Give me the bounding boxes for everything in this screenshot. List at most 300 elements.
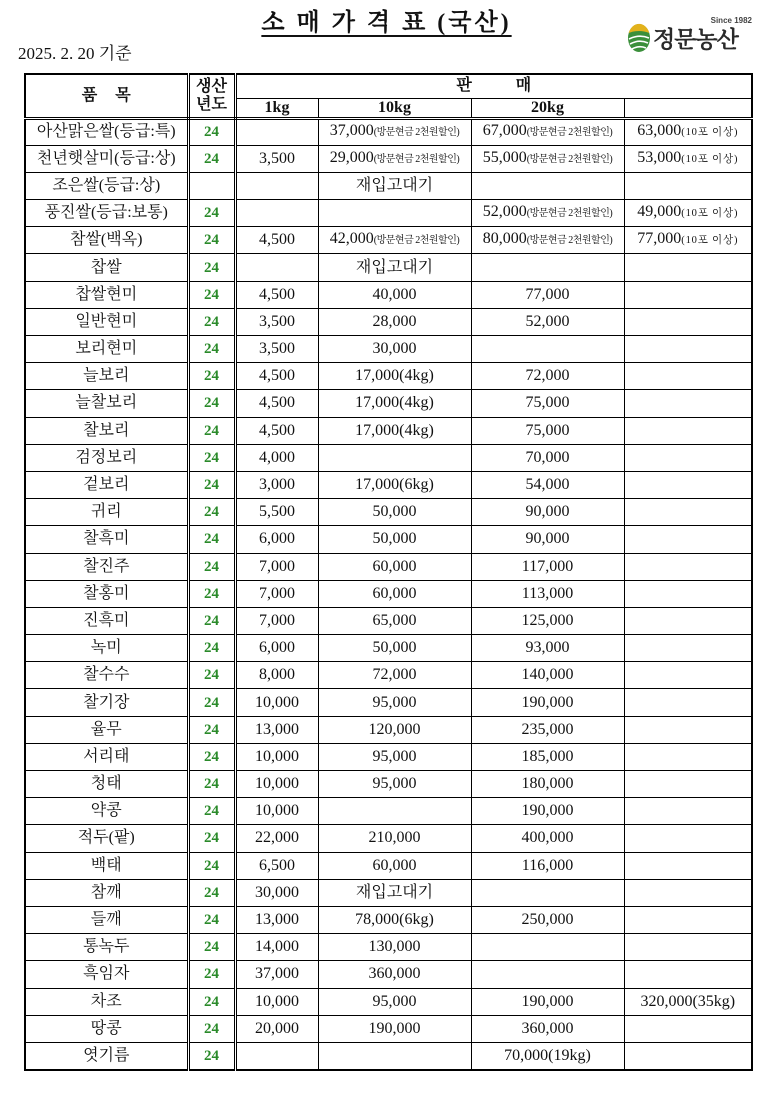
- production-year-cell: 24: [188, 444, 235, 471]
- table-row: [25, 227, 752, 254]
- price-value: 52,000: [482, 203, 527, 221]
- price-1kg-cell: [235, 906, 318, 933]
- table-row: [25, 906, 752, 933]
- price-20kg-cell: [471, 172, 624, 199]
- item-name-cell: 찹쌀: [25, 254, 188, 281]
- item-name-cell: 겉보리: [25, 471, 188, 498]
- price-bulk-cell: [624, 200, 752, 227]
- item-name-cell: 찰수수: [25, 662, 188, 689]
- price-bulk-cell: [624, 635, 752, 662]
- item-name-cell: 들깨: [25, 906, 188, 933]
- price-value: 70,000: [525, 448, 570, 466]
- price-1kg-cell: [235, 417, 318, 444]
- table-row: [25, 526, 752, 553]
- production-year-cell: 24: [188, 1015, 235, 1042]
- production-year-cell: 24: [188, 336, 235, 363]
- price-1kg-cell: [235, 553, 318, 580]
- price-value: 6,000: [259, 639, 295, 657]
- price-10kg-cell: [318, 879, 471, 906]
- price-bulk-cell: [624, 417, 752, 444]
- price-value: 3,500: [259, 149, 295, 167]
- price-value: 4,500: [259, 285, 295, 303]
- production-year-cell: 24: [188, 689, 235, 716]
- price-value: 53,000: [637, 148, 682, 166]
- price-20kg-cell: [471, 988, 624, 1015]
- price-1kg-cell: [235, 743, 318, 770]
- price-1kg-cell: [235, 118, 318, 145]
- table-row: [25, 390, 752, 417]
- price-10kg-cell: [318, 390, 471, 417]
- table-row: [25, 471, 752, 498]
- price-value: 90,000: [525, 530, 570, 548]
- item-name-cell: 찰진주: [25, 553, 188, 580]
- production-year-cell: 24: [188, 281, 235, 308]
- price-value: 63,000: [637, 122, 682, 140]
- price-bulk-cell: [624, 281, 752, 308]
- price-bulk-cell: [624, 961, 752, 988]
- price-value: 5,500: [259, 503, 295, 521]
- price-note: (10포 이상): [681, 208, 739, 220]
- production-year-cell: 24: [188, 254, 235, 281]
- item-name-cell: 엿기름: [25, 1042, 188, 1069]
- price-bulk-cell: [624, 390, 752, 417]
- price-value: 3,500: [259, 340, 295, 358]
- price-value: 130,000: [368, 938, 421, 956]
- price-value: 49,000: [637, 203, 682, 221]
- production-year-cell: 24: [188, 825, 235, 852]
- price-value: 190,000: [521, 802, 574, 820]
- item-name-cell: 서리태: [25, 743, 188, 770]
- table-row: [25, 444, 752, 471]
- price-1kg-cell: [235, 635, 318, 662]
- price-value: 7,000: [259, 611, 295, 629]
- price-bulk-cell: [624, 254, 752, 281]
- price-value: 125,000: [521, 611, 574, 629]
- price-value: 190,000: [521, 992, 574, 1010]
- item-name-cell: 풍진쌀(등급:보통): [25, 200, 188, 227]
- price-bulk-cell: [624, 934, 752, 961]
- price-10kg-cell: [318, 254, 471, 281]
- price-20kg-cell: [471, 254, 624, 281]
- price-1kg-cell: [235, 1042, 318, 1069]
- price-20kg-cell: [471, 200, 624, 227]
- table-row: [25, 879, 752, 906]
- price-value: 29,000: [329, 148, 374, 166]
- price-10kg-cell: [318, 200, 471, 227]
- price-20kg-cell: [471, 607, 624, 634]
- price-20kg-cell: [471, 1015, 624, 1042]
- price-20kg-cell: [471, 553, 624, 580]
- item-name-cell: 아산맑은쌀(등급:특): [25, 118, 188, 145]
- price-value: 7,000: [259, 584, 295, 602]
- price-10kg-cell: [318, 798, 471, 825]
- price-10kg-cell: [318, 934, 471, 961]
- header-unit-bulk: [624, 98, 752, 118]
- table-row: [25, 662, 752, 689]
- production-year-cell: 24: [188, 743, 235, 770]
- price-value: 20,000: [255, 1019, 299, 1037]
- price-1kg-cell: [235, 227, 318, 254]
- item-name-cell: 찰기장: [25, 689, 188, 716]
- price-value: 17,000(6kg): [355, 476, 434, 494]
- production-year-cell: 24: [188, 716, 235, 743]
- price-value: 400,000: [521, 829, 574, 847]
- price-value: 30,000: [255, 883, 299, 901]
- price-value: 95,000: [372, 747, 417, 765]
- price-10kg-cell: [318, 553, 471, 580]
- item-name-cell: 찰흑미: [25, 526, 188, 553]
- price-1kg-cell: [235, 988, 318, 1015]
- price-bulk-cell: [624, 879, 752, 906]
- price-value: 37,000: [255, 965, 299, 983]
- price-10kg-cell: [318, 308, 471, 335]
- price-bulk-cell: [624, 308, 752, 335]
- production-year-cell: 24: [188, 145, 235, 172]
- item-name-cell: 참쌀(백옥): [25, 227, 188, 254]
- production-year-cell: 24: [188, 798, 235, 825]
- item-name-cell: 율무: [25, 716, 188, 743]
- price-bulk-cell: [624, 1042, 752, 1069]
- price-1kg-cell: [235, 172, 318, 199]
- price-note: (방문현금 2천원할인): [526, 235, 613, 247]
- item-name-cell: 찹쌀현미: [25, 281, 188, 308]
- price-1kg-cell: [235, 716, 318, 743]
- item-name-cell: 검정보리: [25, 444, 188, 471]
- item-name-cell: 약콩: [25, 798, 188, 825]
- price-value: 250,000: [521, 911, 574, 929]
- price-note: (방문현금 2천원할인): [526, 127, 613, 139]
- price-value: 50,000: [372, 503, 417, 521]
- production-year-cell: 24: [188, 200, 235, 227]
- header-item: 품 목: [25, 74, 188, 118]
- production-year-cell: 24: [188, 526, 235, 553]
- price-1kg-cell: [235, 281, 318, 308]
- table-row: [25, 254, 752, 281]
- price-10kg-cell: [318, 363, 471, 390]
- production-year-cell: 24: [188, 988, 235, 1015]
- price-value: 72,000: [525, 367, 570, 385]
- price-bulk-cell: [624, 825, 752, 852]
- price-value: 180,000: [521, 775, 574, 793]
- production-year-cell: 24: [188, 1042, 235, 1069]
- price-1kg-cell: [235, 798, 318, 825]
- price-bulk-cell: [624, 689, 752, 716]
- price-bulk-cell: [624, 662, 752, 689]
- price-10kg-cell: [318, 444, 471, 471]
- price-value: 37,000: [329, 122, 374, 140]
- price-20kg-cell: [471, 580, 624, 607]
- table-row: [25, 1015, 752, 1042]
- price-value: 10,000: [255, 747, 299, 765]
- production-year-cell: 24: [188, 635, 235, 662]
- production-year-cell: 24: [188, 879, 235, 906]
- price-value: 17,000(4kg): [355, 421, 434, 439]
- price-10kg-cell: [318, 852, 471, 879]
- price-10kg-cell: [318, 988, 471, 1015]
- item-name-cell: 백태: [25, 852, 188, 879]
- price-note: (방문현금 2천원할인): [526, 208, 613, 220]
- production-year-cell: 24: [188, 771, 235, 798]
- price-20kg-cell: [471, 771, 624, 798]
- production-year-cell: 24: [188, 308, 235, 335]
- table-row: [25, 825, 752, 852]
- price-1kg-cell: [235, 254, 318, 281]
- price-20kg-cell: [471, 444, 624, 471]
- price-value: 210,000: [368, 829, 421, 847]
- price-bulk-cell: [624, 988, 752, 1015]
- price-20kg-cell: [471, 118, 624, 145]
- price-value: 93,000: [525, 639, 570, 657]
- price-bulk-cell: [624, 743, 752, 770]
- price-value: 50,000: [372, 639, 417, 657]
- production-year-cell: 24: [188, 934, 235, 961]
- price-value: 360,000: [521, 1019, 574, 1037]
- price-20kg-cell: [471, 145, 624, 172]
- item-name-cell: 차조: [25, 988, 188, 1015]
- price-20kg-cell: [471, 716, 624, 743]
- item-name-cell: 참깨: [25, 879, 188, 906]
- price-value: 6,500: [259, 856, 295, 874]
- price-20kg-cell: [471, 825, 624, 852]
- price-note: (방문현금 2천원할인): [526, 153, 613, 165]
- price-value: 30,000: [372, 340, 417, 358]
- price-value: 3,000: [259, 476, 295, 494]
- item-name-cell: 흑임자: [25, 961, 188, 988]
- table-row: [25, 417, 752, 444]
- price-10kg-cell: [318, 961, 471, 988]
- item-name-cell: 찰홍미: [25, 580, 188, 607]
- production-year-cell: 24: [188, 662, 235, 689]
- price-value: 95,000: [372, 992, 417, 1010]
- price-table-header: [25, 74, 752, 118]
- header-sales: 판 매: [235, 74, 752, 98]
- production-year-cell: [188, 172, 235, 199]
- table-row: [25, 118, 752, 145]
- price-value: 80,000: [482, 230, 527, 248]
- price-bulk-cell: [624, 145, 752, 172]
- price-bulk-cell: [624, 471, 752, 498]
- price-value: 22,000: [255, 829, 299, 847]
- price-1kg-cell: [235, 580, 318, 607]
- price-10kg-cell: [318, 227, 471, 254]
- price-bulk-cell: [624, 798, 752, 825]
- price-bulk-cell: [624, 363, 752, 390]
- document-title-text: 소 매 가 격 표 (국산): [261, 10, 512, 36]
- price-1kg-cell: [235, 308, 318, 335]
- price-note: (방문현금 2천원할인): [373, 235, 460, 247]
- price-1kg-cell: [235, 1015, 318, 1042]
- price-10kg-cell: [318, 743, 471, 770]
- price-10kg-cell: [318, 825, 471, 852]
- price-value: 185,000: [521, 747, 574, 765]
- production-year-cell: 24: [188, 961, 235, 988]
- price-1kg-cell: [235, 336, 318, 363]
- table-row: [25, 961, 752, 988]
- item-name-cell: 보리현미: [25, 336, 188, 363]
- price-value: 14,000: [255, 938, 299, 956]
- production-year-cell: 24: [188, 390, 235, 417]
- price-table-body: [25, 118, 752, 1070]
- price-value: 4,500: [259, 394, 295, 412]
- price-10kg-cell: [318, 526, 471, 553]
- price-value: 7,000: [259, 557, 295, 575]
- price-20kg-cell: [471, 662, 624, 689]
- price-1kg-cell: [235, 471, 318, 498]
- item-name-cell: 조은쌀(등급:상): [25, 172, 188, 199]
- price-bulk-cell: [624, 444, 752, 471]
- production-year-cell: 24: [188, 906, 235, 933]
- price-10kg-cell: [318, 281, 471, 308]
- price-20kg-cell: [471, 934, 624, 961]
- price-value: 4,500: [259, 421, 295, 439]
- table-row: [25, 934, 752, 961]
- table-row: [25, 145, 752, 172]
- price-value: 77,000: [525, 285, 570, 303]
- price-bulk-cell: [624, 580, 752, 607]
- price-10kg-cell: [318, 417, 471, 444]
- price-20kg-cell: [471, 879, 624, 906]
- item-name-cell: 통녹두: [25, 934, 188, 961]
- price-10kg-cell: [318, 635, 471, 662]
- price-bulk-cell: [624, 526, 752, 553]
- price-1kg-cell: [235, 526, 318, 553]
- price-20kg-cell: [471, 743, 624, 770]
- price-note: (방문현금 2천원할인): [373, 127, 460, 139]
- price-value: 10,000: [255, 775, 299, 793]
- price-value: 60,000: [372, 856, 417, 874]
- price-value: 116,000: [521, 856, 574, 874]
- price-value: 77,000: [637, 230, 682, 248]
- price-1kg-cell: [235, 145, 318, 172]
- price-10kg-cell: [318, 607, 471, 634]
- price-20kg-cell: [471, 798, 624, 825]
- price-20kg-cell: [471, 1042, 624, 1069]
- price-20kg-cell: [471, 852, 624, 879]
- price-10kg-cell: [318, 662, 471, 689]
- price-value: 4,500: [259, 231, 295, 249]
- price-value: 117,000: [521, 557, 574, 575]
- price-20kg-cell: [471, 417, 624, 444]
- price-1kg-cell: [235, 390, 318, 417]
- table-row: [25, 336, 752, 363]
- table-row: [25, 988, 752, 1015]
- price-value: 75,000: [525, 394, 570, 412]
- price-value: 6,000: [259, 530, 295, 548]
- production-year-cell: 24: [188, 607, 235, 634]
- price-1kg-cell: [235, 961, 318, 988]
- header-year-line-2: 년도: [196, 95, 227, 113]
- price-value: 65,000: [372, 611, 417, 629]
- price-10kg-cell: [318, 499, 471, 526]
- price-bulk-cell: [624, 118, 752, 145]
- price-value: 40,000: [372, 285, 417, 303]
- price-value: 75,000: [525, 421, 570, 439]
- price-20kg-cell: [471, 336, 624, 363]
- price-value: 190,000: [521, 693, 574, 711]
- item-name-cell: 늘보리: [25, 363, 188, 390]
- price-value: 재입고대기: [355, 258, 434, 276]
- table-row: [25, 716, 752, 743]
- table-row: [25, 200, 752, 227]
- item-name-cell: 천년햇살미(등급:상): [25, 145, 188, 172]
- price-10kg-cell: [318, 471, 471, 498]
- price-value: 95,000: [372, 693, 417, 711]
- price-bulk-cell: [624, 906, 752, 933]
- price-bulk-cell: [624, 336, 752, 363]
- price-value: 재입고대기: [355, 176, 434, 194]
- price-value: 360,000: [368, 965, 421, 983]
- price-note: (10포 이상): [681, 235, 739, 247]
- price-20kg-cell: [471, 906, 624, 933]
- price-value: 190,000: [368, 1019, 421, 1037]
- price-value: 28,000: [372, 312, 417, 330]
- item-name-cell: 녹미: [25, 635, 188, 662]
- price-value: 320,000(35kg): [640, 992, 736, 1010]
- price-20kg-cell: [471, 281, 624, 308]
- price-20kg-cell: [471, 499, 624, 526]
- price-value: 10,000: [255, 693, 299, 711]
- price-value: 4,000: [259, 448, 295, 466]
- price-value: 72,000: [372, 666, 417, 684]
- price-10kg-cell: [318, 172, 471, 199]
- item-name-cell: 진흑미: [25, 607, 188, 634]
- price-10kg-cell: [318, 145, 471, 172]
- price-1kg-cell: [235, 200, 318, 227]
- table-row: [25, 798, 752, 825]
- price-10kg-cell: [318, 771, 471, 798]
- table-row: [25, 743, 752, 770]
- price-10kg-cell: [318, 1042, 471, 1069]
- production-year-cell: 24: [188, 417, 235, 444]
- price-value: 95,000: [372, 775, 417, 793]
- price-20kg-cell: [471, 363, 624, 390]
- item-name-cell: 적두(팥): [25, 825, 188, 852]
- price-1kg-cell: [235, 689, 318, 716]
- price-value: 13,000: [255, 720, 299, 738]
- price-value: 17,000(4kg): [355, 367, 434, 385]
- price-10kg-cell: [318, 336, 471, 363]
- price-10kg-cell: [318, 689, 471, 716]
- price-20kg-cell: [471, 308, 624, 335]
- price-bulk-cell: [624, 172, 752, 199]
- price-value: 42,000: [329, 230, 374, 248]
- production-year-cell: 24: [188, 852, 235, 879]
- price-1kg-cell: [235, 499, 318, 526]
- table-row: [25, 607, 752, 634]
- price-value: 재입고대기: [355, 883, 434, 901]
- price-value: 120,000: [368, 720, 421, 738]
- table-row: [25, 281, 752, 308]
- header-year-line-1: 생산: [196, 77, 227, 95]
- price-10kg-cell: [318, 1015, 471, 1042]
- item-name-cell: 귀리: [25, 499, 188, 526]
- logo-since-text: Since 1982: [710, 16, 752, 25]
- price-value: 50,000: [372, 530, 417, 548]
- header-unit-20kg: 20kg: [471, 98, 624, 118]
- price-1kg-cell: [235, 363, 318, 390]
- price-note: (10포 이상): [681, 153, 739, 165]
- table-row: [25, 852, 752, 879]
- production-year-cell: 24: [188, 580, 235, 607]
- price-value: 235,000: [521, 720, 574, 738]
- production-year-cell: 24: [188, 499, 235, 526]
- price-1kg-cell: [235, 771, 318, 798]
- price-value: 78,000(6kg): [355, 911, 434, 929]
- production-year-cell: 24: [188, 118, 235, 145]
- table-row: [25, 553, 752, 580]
- price-value: 10,000: [255, 992, 299, 1010]
- header-unit-1kg: 1kg: [235, 98, 318, 118]
